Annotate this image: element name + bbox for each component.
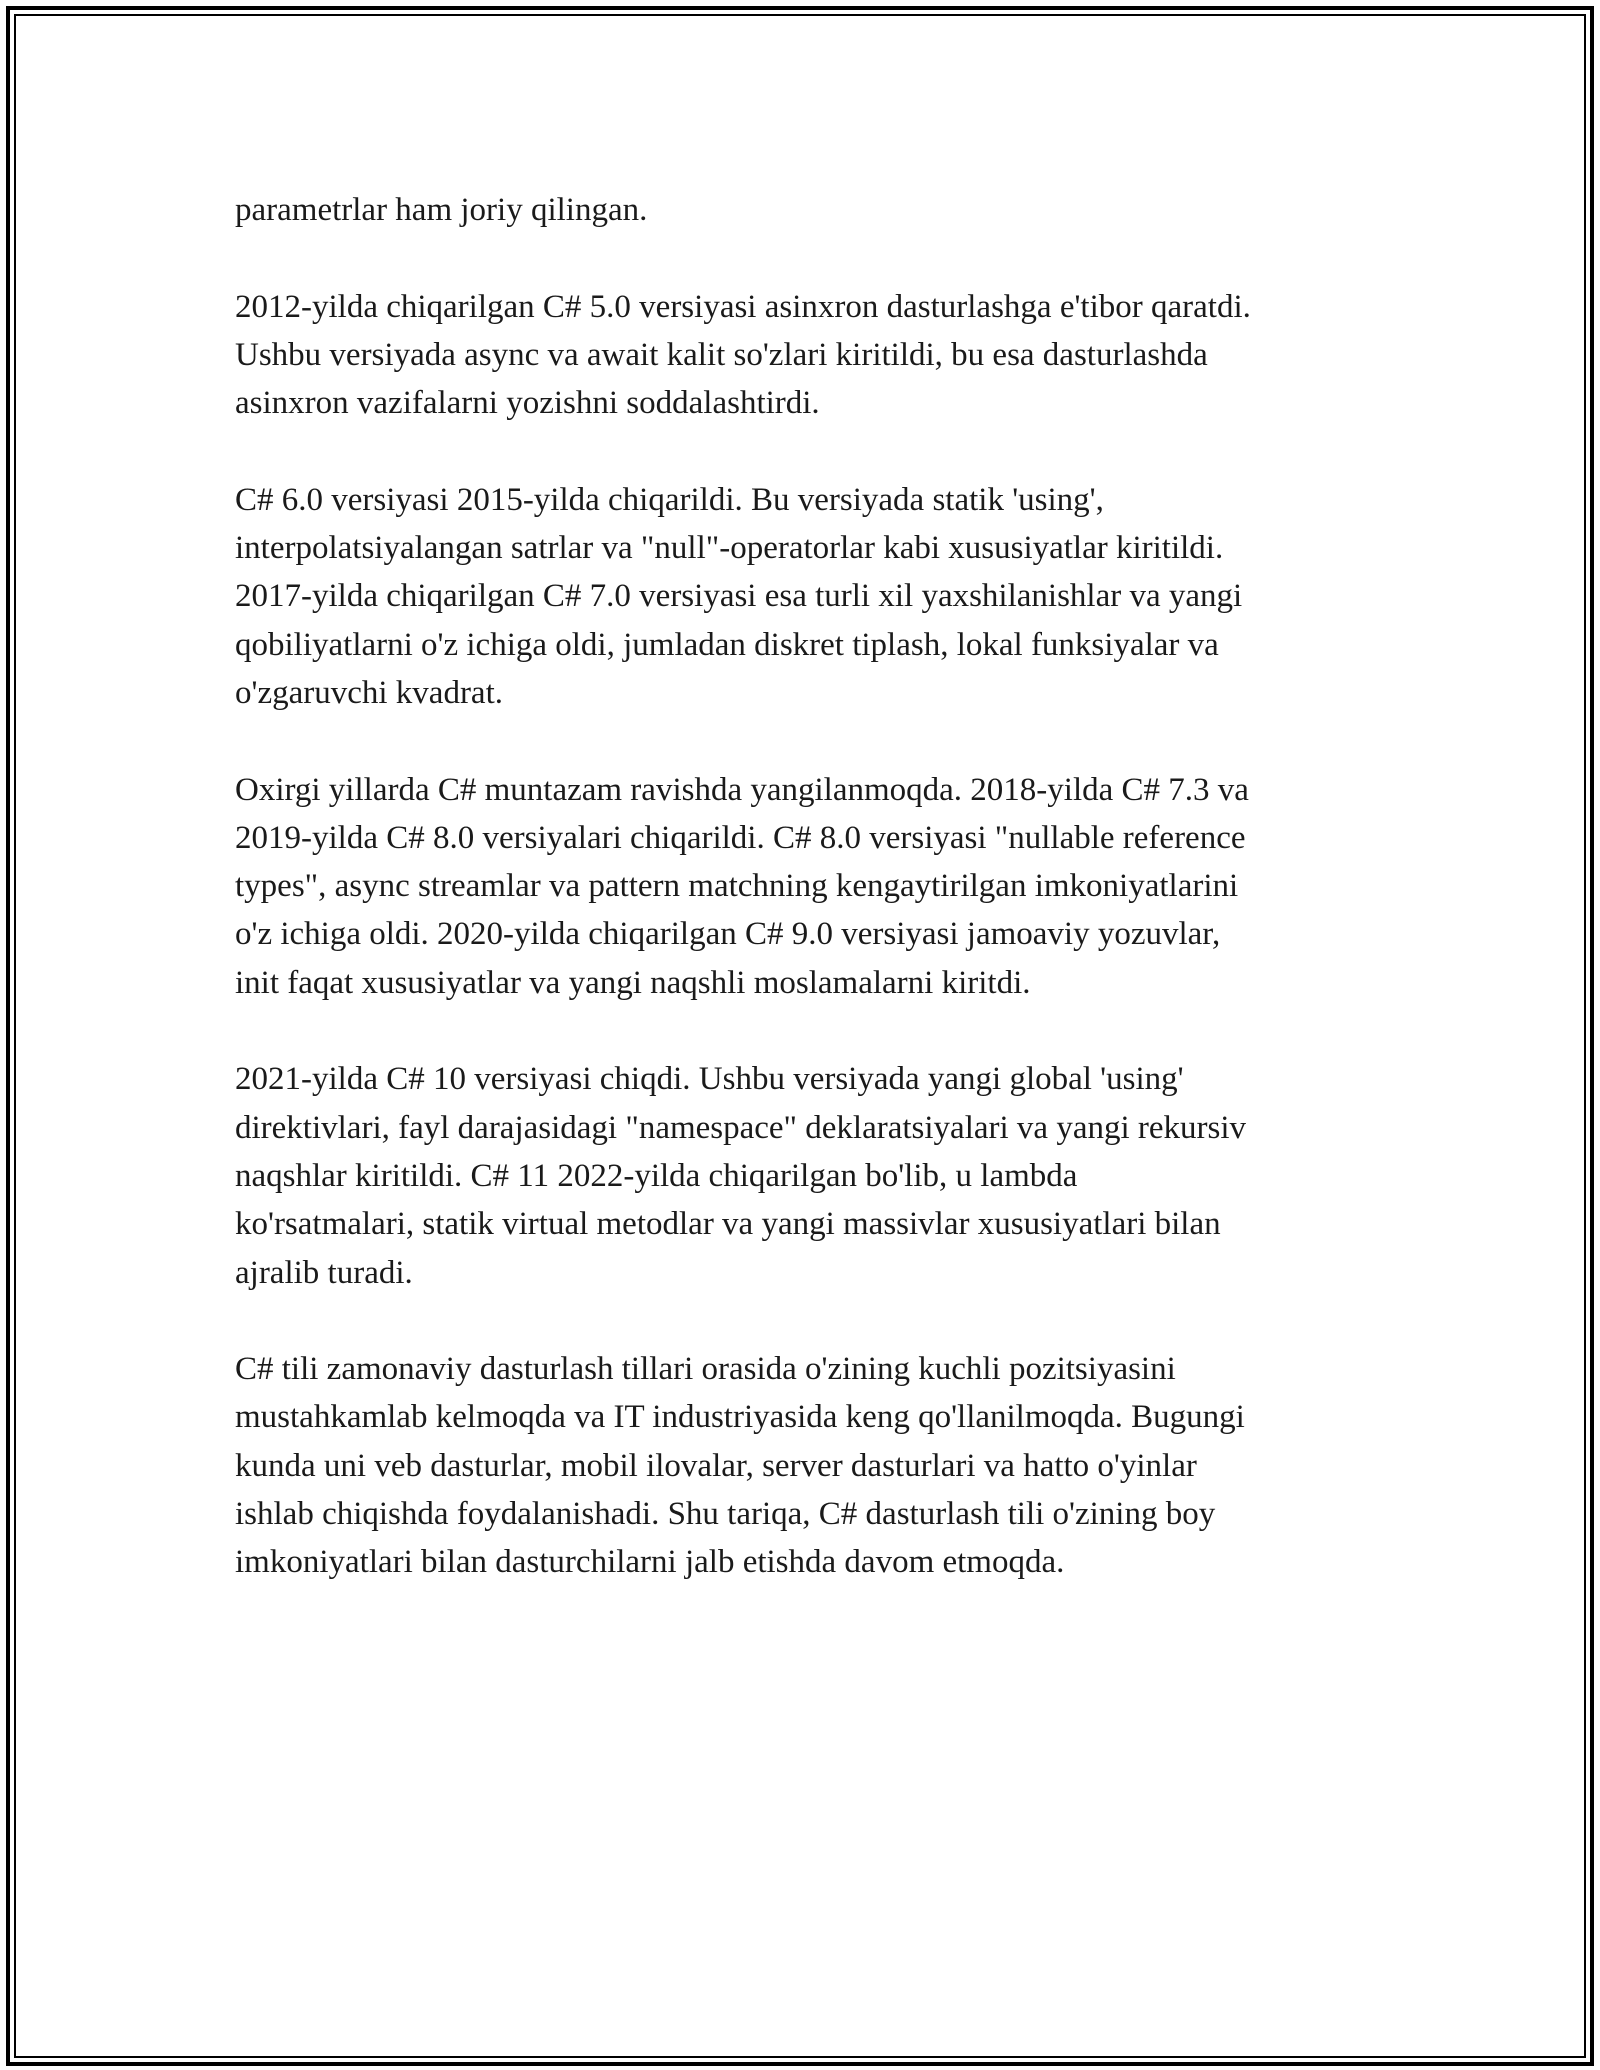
paragraph-6: C# tili zamonaviy dasturlash tillari orasida o'zining kuchli pozitsiyasini mustahkamlab kelmoqda va IT industriyasida keng qo'llanilmoqda. Bugungi kunda uni veb dasturlar, mobil ilovalar, server dasturlari va hatto o'yinlar ishlab chiqishda foydalanishadi. Shu tariqa, C# dasturlash tili o'zining boy imkoniyatlari bilan dasturchilarni jalb etishda davom etmoqda. (235, 1351, 1245, 1581)
paragraph-4: Oxirgi yillarda C# muntazam ravishda yangilanmoqda. 2018-yilda C# 7.3 va 2019-yilda C# 8.0 versiyalari chiqarildi. C# 8.0 versiyasi "nullable reference types", async streamlar va pattern matchning kengaytirilgan imkoniyatlarini o'z ichiga oldi. 2020-yilda chiqarilgan C# 9.0 versiyasi jamoaviy yozuvlar, init faqat xususiyatlar va yangi naqshli moslamalarni kiritdi. (235, 771, 1249, 1001)
document-body (235, 186, 1370, 1635)
paragraph-1: parametrlar ham joriy qilingan. (235, 192, 648, 228)
paragraph-2: 2012-yilda chiqarilgan C# 5.0 versiyasi asinxron dasturlashga e'tibor qaratdi. Ushbu versiyada async va await kalit so'zlari kiritildi, bu esa dasturlashda asinxron vazifalarni yozishni soddalashtirdi. (235, 288, 1251, 422)
paragraph-5: 2021-yilda C# 10 versiyasi chiqdi. Ushbu versiyada yangi global 'using' direktivlari, fayl darajasidagi "namespace" deklaratsiyalari va yangi rekursiv naqshlar kiritildi. C# 11 2022-yilda chiqarilgan bo'lib, u lambda ko'rsatmalari, statik virtual metodlar va yangi massivlar xususiyatlari bilan ajralib turadi. (235, 1061, 1247, 1291)
paragraph-3: C# 6.0 versiyasi 2015-yilda chiqarildi. Bu versiyada statik 'using', interpolatsiyalangan satrlar va "null"-operatorlar kabi xususiyatlar kiritildi. 2017-yilda chiqarilgan C# 7.0 versiyasi esa turli xil yaxshilanishlar va yangi qobiliyatlarni o'z ichiga oldi, jumladan diskret tiplash, lokal funksiyalar va o'zgaruvchi kvadrat. (235, 481, 1243, 711)
